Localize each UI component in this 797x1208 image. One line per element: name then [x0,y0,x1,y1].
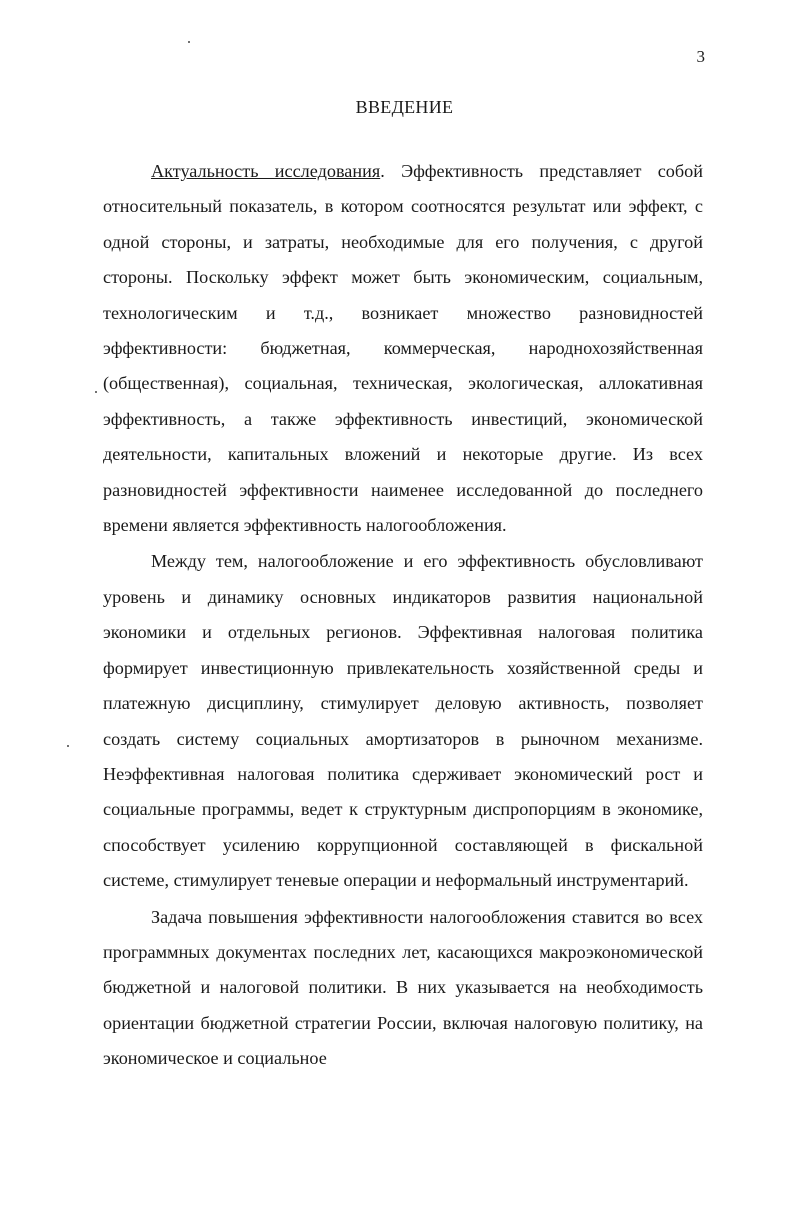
paragraph-taxation: Между тем, налогообложение и его эффективность обусловливают уровень и динамику основных индикаторов развития национальной экономики и отдельных регионов. Эффективная налоговая политика формирует инвестиционную привлекательность хозяйственной среды и платежную дисциплину, стимулирует деловую активность, позволяет создать систему социальных амортизаторов в рыночном механизме. Неэффективная налоговая политика сдерживает экономический рост и социальные программы, ведет к структурным диспропорциям в экономике, способствует усилению коррупционной составляющей в фискальной системе, стимулирует теневые операции и неформальный инструментарий. [103,551,703,891]
scan-speck [67,745,69,747]
paragraph-lead-in: Актуальность исследования [151,161,381,181]
paragraph-task: Задача повышения эффективности налогообложения ставится во всех программных документах последних лет, касающихся макроэкономической бюджетной и налоговой политики. В них указывается на необходимость ориентации бюджетной стратегии России, включая налоговую политику, на экономическое и социальное [103,906,703,1069]
scan-speck [188,41,190,43]
document-body [103,154,703,1077]
scan-speck [95,391,97,393]
page-number: 3 [696,47,705,66]
paragraph-text: . Эффективность представляет собой относительный показатель, в котором соотносятся результат или эффект, с одной стороны, и затраты, необходимые для его получения, с другой стороны. Поскольку эффект может быть экономическим, социальным, технологическим и т.д., возникает множество разновидностей эффективности: бюджетная, коммерческая, народнохозяйственная (общественная), социальная, техническая, экологическая, аллокативная эффективность, а также эффективность инвестиций, экономической деятельности, капитальных вложений и некоторые другие. Из всех разновидностей эффективности наименее исследованной до последнего времени является эффективность налогообложения. [103,161,703,536]
page-title: ВВЕДЕНИЕ [355,97,454,117]
paragraph-relevance [103,154,703,543]
